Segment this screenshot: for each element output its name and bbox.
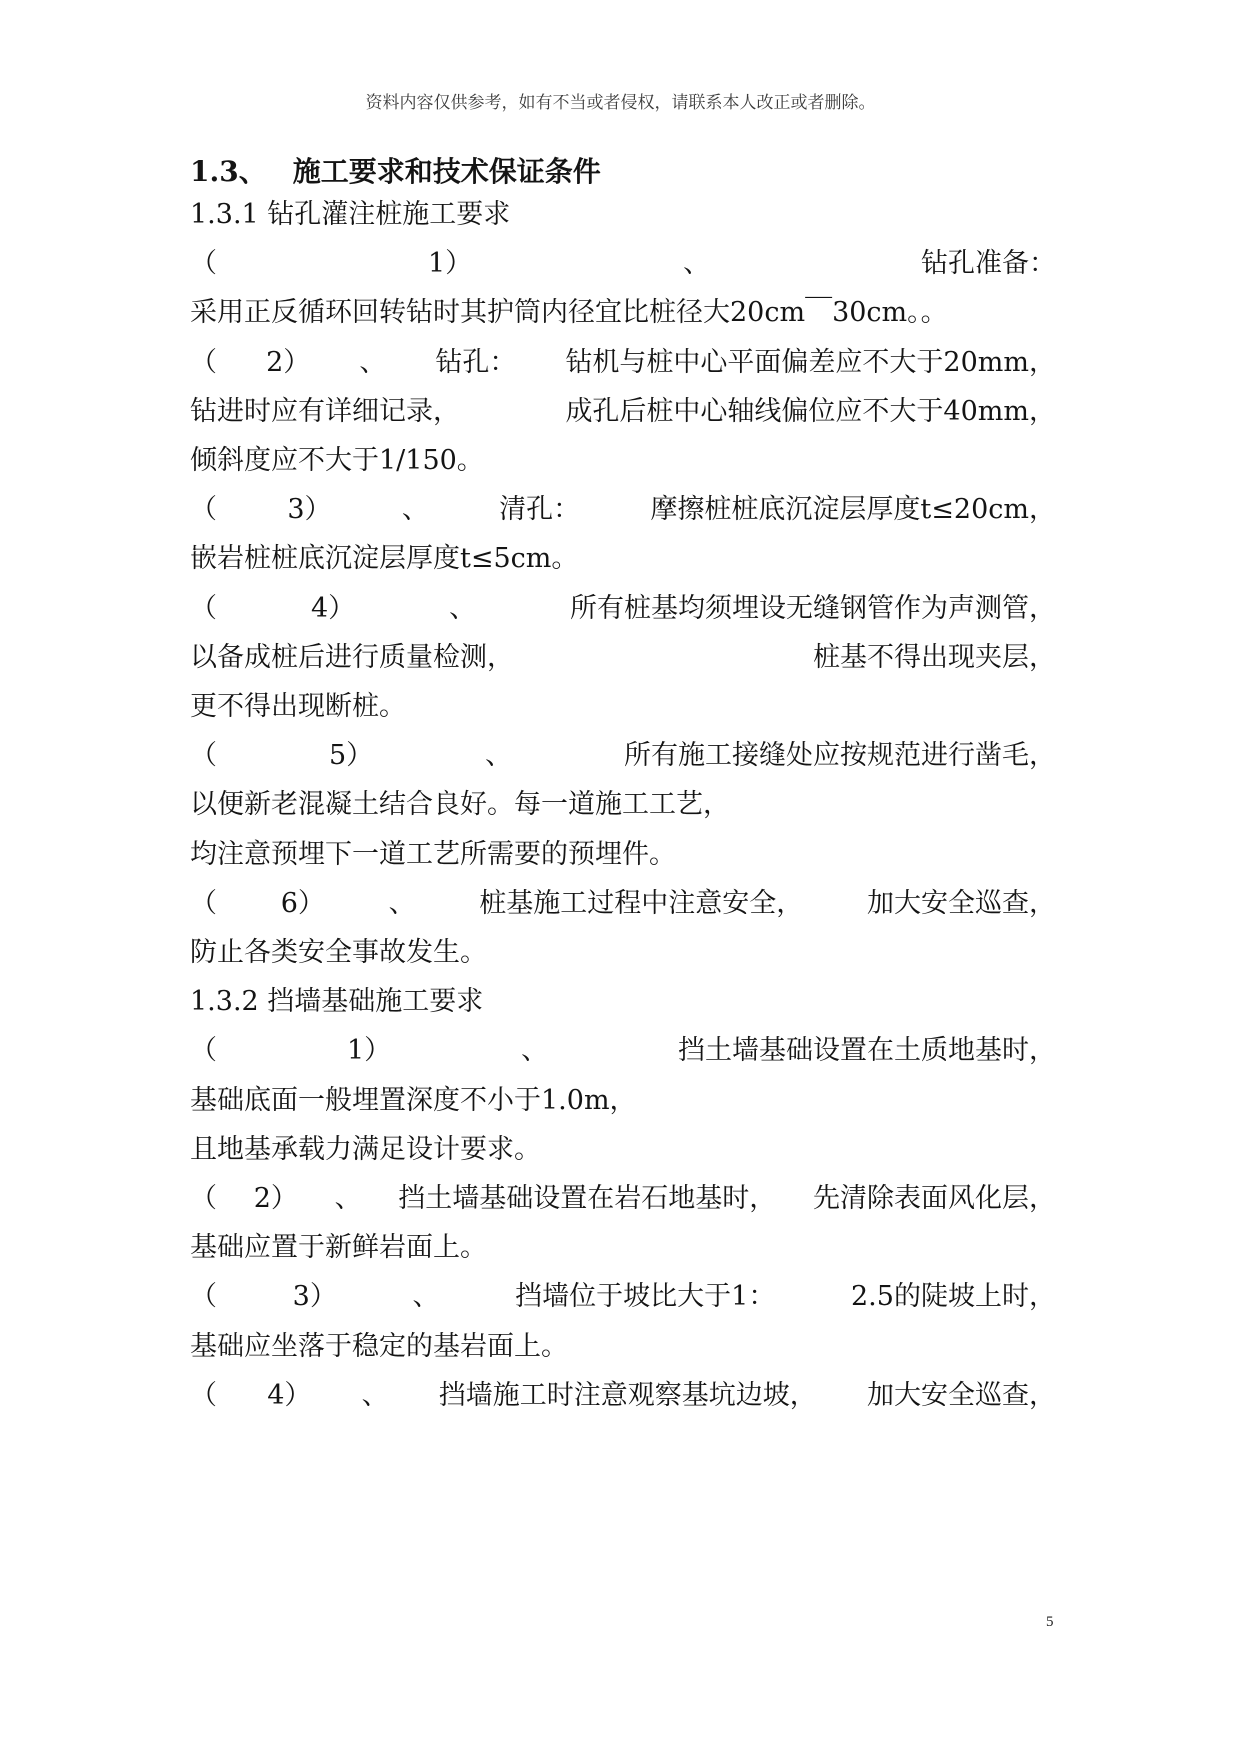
text-line: 更不得出现断桩。 xyxy=(190,691,406,722)
text-line: 以便新老混凝土结合良好。每一道施工工艺， xyxy=(190,789,730,821)
text-fragment: 桩基施工过程中注意安全， xyxy=(479,887,804,919)
text-fragment: 挡墙施工时注意观察基坑边坡， xyxy=(438,1379,817,1411)
text-fragment: （ xyxy=(190,1281,217,1313)
text-fragment: （ xyxy=(190,1379,217,1411)
text-fragment: （ xyxy=(190,248,217,280)
text-fragment: 、 xyxy=(485,740,513,772)
text-fragment: 挡墙位于坡比大于1： xyxy=(515,1281,776,1313)
text-line xyxy=(190,884,1056,924)
text-fragment: 4） xyxy=(267,1379,312,1411)
section-number: 1.3、 xyxy=(190,155,267,188)
page-header-disclaimer: 资料内容仅供参考，如有不当或者侵权，请联系本人改正或者删除。 xyxy=(365,93,876,113)
page-number: 5 xyxy=(1046,1614,1054,1630)
text-fragment: 2） xyxy=(266,346,311,378)
text-fragment: 1） xyxy=(346,1035,392,1067)
text-fragment: （ xyxy=(190,740,217,772)
text-fragment: 钻孔准备： xyxy=(921,248,1056,280)
text-fragment: 先清除表面风化层， xyxy=(813,1183,1056,1214)
text-line: 基础底面一般埋置深度不小于1.0m， xyxy=(190,1084,637,1116)
text-line xyxy=(190,638,1056,678)
text-fragment: 桩基不得出现夹层， xyxy=(813,641,1056,673)
text-fragment: （ xyxy=(190,592,217,624)
text-fragment: 加大安全巡查， xyxy=(867,1379,1056,1411)
text-fragment: 挡土墙基础设置在岩石地基时， xyxy=(398,1183,777,1214)
text-line: 防止各类安全事故发生。 xyxy=(190,937,487,968)
text-line xyxy=(190,1277,1056,1317)
text-fragment: 4） xyxy=(310,592,356,624)
text-line xyxy=(190,1031,1056,1071)
text-line: 均注意预埋下一道工艺所需要的预埋件。 xyxy=(190,838,676,870)
text-fragment: 1） xyxy=(427,248,473,280)
text-line xyxy=(190,589,1056,629)
text-fragment: （ xyxy=(190,494,217,526)
text-fragment: 、 xyxy=(521,1035,549,1067)
text-fragment: 2.5的陡坡上时， xyxy=(851,1281,1056,1313)
text-fragment: 加大安全巡查， xyxy=(867,887,1056,919)
text-line xyxy=(190,736,1056,776)
text-line xyxy=(190,244,1056,284)
section-heading xyxy=(190,152,601,192)
text-fragment: 3） xyxy=(287,494,332,526)
text-fragment: （ xyxy=(190,1183,217,1214)
text-fragment: 、 xyxy=(449,592,477,624)
text-fragment: 钻进时应有详细记录， xyxy=(190,395,460,427)
text-line: 1.3.1 钻孔灌注桩施工要求 xyxy=(190,199,511,230)
text-fragment: 、 xyxy=(388,887,416,919)
text-fragment: 挡土墙基础设置在土质地基时， xyxy=(678,1035,1056,1067)
text-line: 采用正反循环回转钻时其护筒内径宜比桩径大20cm￣30cm。。 xyxy=(190,297,948,329)
text-fragment: 、 xyxy=(359,346,387,378)
text-fragment: 所有施工接缝处应按规范进行凿毛， xyxy=(624,740,1056,772)
text-fragment: 摩擦桩桩底沉淀层厚度t≤20cm， xyxy=(650,494,1056,526)
text-fragment: 、 xyxy=(683,248,711,280)
text-fragment: 、 xyxy=(361,1379,389,1411)
text-fragment: （ xyxy=(190,887,217,919)
text-line xyxy=(190,1179,1056,1219)
text-fragment: 5） xyxy=(328,740,374,772)
text-fragment: 钻孔： xyxy=(435,346,517,378)
section-title: 施工要求和技术保证条件 xyxy=(292,155,601,188)
text-line xyxy=(190,343,1056,383)
text-fragment: 所有桩基均须埋设无缝钢管作为声测管， xyxy=(570,592,1056,624)
text-fragment: 清孔： xyxy=(499,494,581,526)
text-fragment: 、 xyxy=(401,494,429,526)
text-line xyxy=(190,392,1056,432)
text-line xyxy=(190,490,1056,530)
text-line: 基础应坐落于稳定的基岩面上。 xyxy=(190,1330,568,1362)
text-line: 嵌岩桩桩底沉淀层厚度t≤5cm。 xyxy=(190,543,579,575)
text-fragment: 、 xyxy=(334,1183,362,1214)
text-line: 倾斜度应不大于1/150。 xyxy=(190,445,484,476)
text-fragment: （ xyxy=(190,1035,217,1067)
text-fragment: 、 xyxy=(412,1281,440,1313)
text-line: 且地基承载力满足设计要求。 xyxy=(190,1133,541,1165)
text-fragment: 成孔后桩中心轴线偏位应不大于40mm， xyxy=(565,395,1056,427)
text-fragment: 以备成桩后进行质量检测， xyxy=(190,641,514,673)
text-fragment: 钻机与桩中心平面偏差应不大于20mm， xyxy=(565,346,1056,378)
text-fragment: 3） xyxy=(292,1281,337,1313)
text-line: 基础应置于新鲜岩面上。 xyxy=(190,1232,487,1264)
text-fragment: 2） xyxy=(253,1183,298,1214)
text-line xyxy=(190,1376,1056,1416)
text-line: 1.3.2 挡墙基础施工要求 xyxy=(190,986,484,1018)
text-fragment: 6） xyxy=(280,887,325,919)
text-fragment: （ xyxy=(190,346,217,378)
